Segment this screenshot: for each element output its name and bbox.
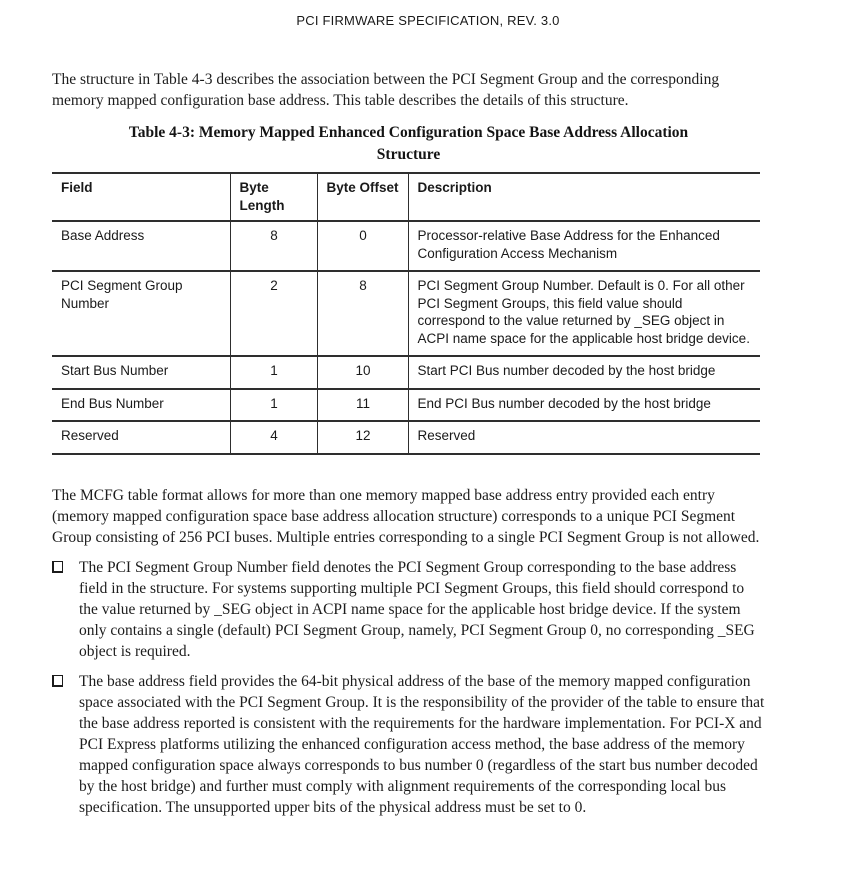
running-header: PCI FIRMWARE SPECIFICATION, REV. 3.0 <box>296 13 560 28</box>
cell-field: Reserved <box>52 421 230 454</box>
mcfg-paragraph: The MCFG table format allows for more than one memory mapped base address entry provided each entry (memory mapped configuration space base address allocation structure) corresponds to a unique PCI Segment Group consisting of 256 PCI buses. Multiple entries corresponding to a single PCI Segment Group is not allowed. <box>52 486 760 546</box>
cell-byte-length: 8 <box>230 221 317 271</box>
table-row <box>52 356 760 389</box>
cell-byte-offset: 12 <box>317 421 408 454</box>
cell-byte-offset: 10 <box>317 356 408 389</box>
table-header-row <box>52 173 760 221</box>
cell-field: End Bus Number <box>52 389 230 422</box>
cell-byte-length: 2 <box>230 271 317 356</box>
bullet-item-segment-group <box>52 557 765 662</box>
table-caption <box>52 122 765 166</box>
cell-description: End PCI Bus number decoded by the host bridge <box>408 389 760 422</box>
table-caption-line1: Table 4-3: Memory Mapped Enhanced Configuration Space Base Address Allocation <box>128 124 689 141</box>
table-row <box>52 421 760 454</box>
table-row <box>52 221 760 271</box>
cell-byte-offset: 8 <box>317 271 408 356</box>
table-caption-line2: Structure <box>376 146 441 163</box>
column-header-field: Field <box>52 173 230 221</box>
intro-paragraph: The structure in Table 4-3 describes the association between the PCI Segment Group and the corresponding memory mapped configuration base address. This table describes the details of this structure. <box>52 71 720 109</box>
column-header-byte-length: Byte Length <box>230 173 317 221</box>
table-row <box>52 389 760 422</box>
page-content <box>52 69 765 818</box>
cell-byte-offset: 0 <box>317 221 408 271</box>
cell-byte-length: 1 <box>230 356 317 389</box>
table-row <box>52 271 760 356</box>
bullet-item-base-address <box>52 671 765 818</box>
bullet-text-segment-group: The PCI Segment Group Number field denotes the PCI Segment Group corresponding to the base address field in the structure. For systems supporting multiple PCI Segment Groups, this field should correspond to the value returned by _SEG object in ACPI name space for the applicable host bridge device. If the system only contains a single (default) PCI Segment Group, namely, PCI Segment Group 0, no corresponding _SEG object is required. <box>79 558 755 660</box>
square-bullet-icon <box>52 561 63 573</box>
cell-field: Base Address <box>52 221 230 271</box>
cell-byte-offset: 11 <box>317 389 408 422</box>
cell-field: Start Bus Number <box>52 356 230 389</box>
cell-byte-length: 1 <box>230 389 317 422</box>
column-header-byte-offset: Byte Offset <box>317 173 408 221</box>
square-bullet-icon <box>52 675 63 687</box>
cell-description: Start PCI Bus number decoded by the host bridge <box>408 356 760 389</box>
cell-description: Reserved <box>408 421 760 454</box>
bullet-text-base-address: The base address field provides the 64-bit physical address of the base of the memory mapped configuration space associated with the PCI Segment Group. It is the responsibility of the provider of the table to ensure that the base address reported is consistent with the requirements for the hardware implementation. For PCI-X and PCI Express platforms utilizing the enhanced configuration access method, the base address of the memory mapped configuration space always corresponds to bus number 0 (regardless of the start bus number decoded by the host bridge) and further must comply with alignment requirements of the corresponding local bus specification. The unsupported upper bits of the physical address must be set to 0. <box>79 672 765 816</box>
config-structure-table <box>52 172 760 455</box>
cell-description: PCI Segment Group Number. Default is 0. For all other PCI Segment Groups, this field value should correspond to the value returned by _SEG object in ACPI name space for the applicable host bridge device. <box>408 271 760 356</box>
column-header-description: Description <box>408 173 760 221</box>
cell-field: PCI Segment Group Number <box>52 271 230 356</box>
cell-byte-length: 4 <box>230 421 317 454</box>
cell-description: Processor-relative Base Address for the Enhanced Configuration Access Mechanism <box>408 221 760 271</box>
